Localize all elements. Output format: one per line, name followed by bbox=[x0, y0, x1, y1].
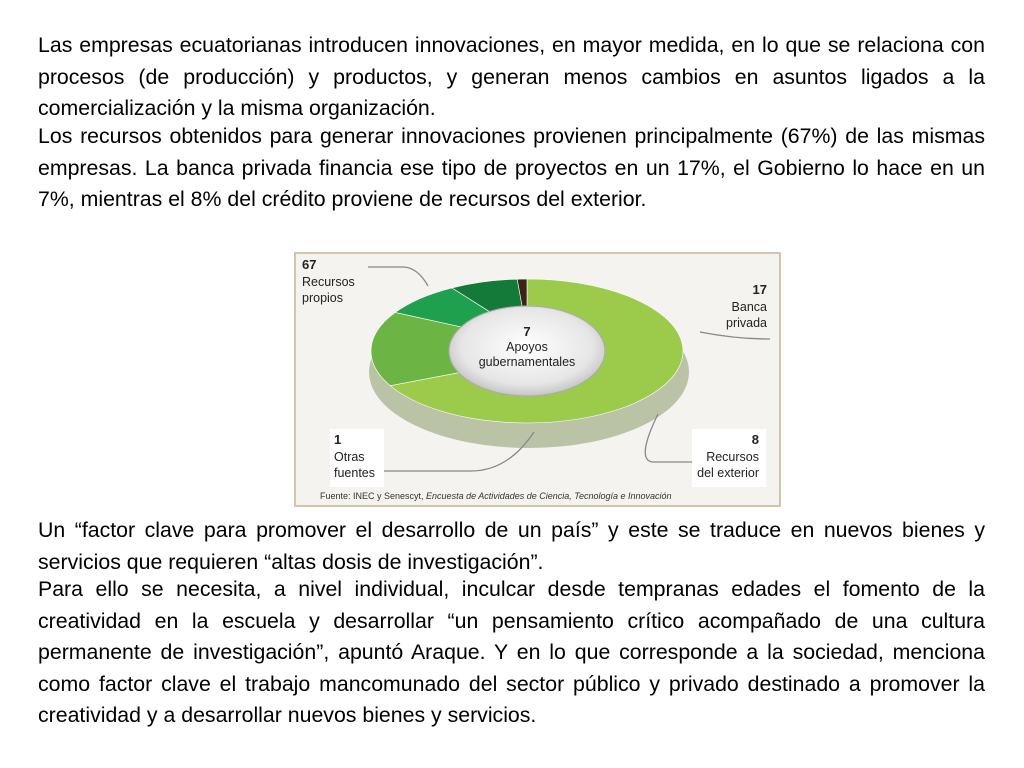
chart-svg bbox=[296, 254, 779, 505]
value-recursos-exterior: 8 bbox=[751, 432, 759, 447]
value-recursos-propios: 67 bbox=[302, 257, 317, 272]
chart-source-title: Encuesta de Actividades de Ciencia, Tecnología e Innovación bbox=[426, 491, 672, 501]
label-recursos-exterior-1: Recursos bbox=[706, 450, 759, 464]
label-banca-privada-1: Banca bbox=[731, 300, 767, 314]
chart-source bbox=[320, 491, 672, 501]
label-apoyos-1: Apoyos bbox=[506, 340, 548, 354]
paragraph-key-factor: Un “factor clave para promover el desarrollo de un país” y este se traduce en nuevos bienes y servicios que requieren “altas dosis de investigación”. bbox=[38, 518, 985, 574]
value-otras-fuentes: 1 bbox=[334, 432, 342, 447]
label-recursos-propios-2: propios bbox=[302, 291, 343, 305]
chart-source-prefix: Fuente: INEC y Senescyt, bbox=[320, 491, 427, 501]
value-banca-privada: 17 bbox=[752, 282, 767, 297]
label-banca-privada-2: privada bbox=[726, 316, 767, 330]
label-apoyos-2: gubernamentales bbox=[478, 355, 576, 369]
paragraph-intro: Las empresas ecuatorianas introducen innovaciones, en mayor medida, en lo que se relaciona con procesos (de producción) y productos, y generan menos cambios en asuntos ligados a la comercialización y la misma organización. bbox=[38, 33, 985, 120]
leader-line-recursos-exterior bbox=[645, 414, 694, 462]
leader-line-banca-privada bbox=[700, 332, 770, 339]
value-apoyos-gubernamentales: 7 bbox=[523, 324, 531, 339]
paragraph-funding: Los recursos obtenidos para generar innovaciones provienen principalmente (67%) de las mismas empresas. La banca privada financia ese tipo de proyectos en un 17%, el Gobierno lo hace en un 7%, mientras el 8% del crédito proviene de recursos del exterior. bbox=[38, 124, 985, 211]
leader-line-recursos-propios bbox=[364, 267, 428, 286]
label-recursos-exterior-2: del exterior bbox=[697, 466, 759, 480]
label-otras-fuentes-2: fuentes bbox=[334, 466, 376, 480]
label-otras-fuentes-1: Otras bbox=[334, 450, 365, 464]
funding-donut-chart bbox=[294, 252, 781, 507]
paragraph-conclusion: Para ello se necesita, a nivel individual, inculcar desde tempranas edades el fomento de la creatividad en la escuela y desarrollar “un pensamiento crítico acompañado de una cultura permanente de investigación”, apuntó Araque. Y en lo que corresponde a la sociedad, menciona como factor clave el trabajo mancomunado del sector público y privado destinado a promover la creatividad y a desarrollar nuevos bienes y servicios. bbox=[38, 577, 985, 727]
label-recursos-propios-1: Recursos bbox=[302, 275, 355, 289]
